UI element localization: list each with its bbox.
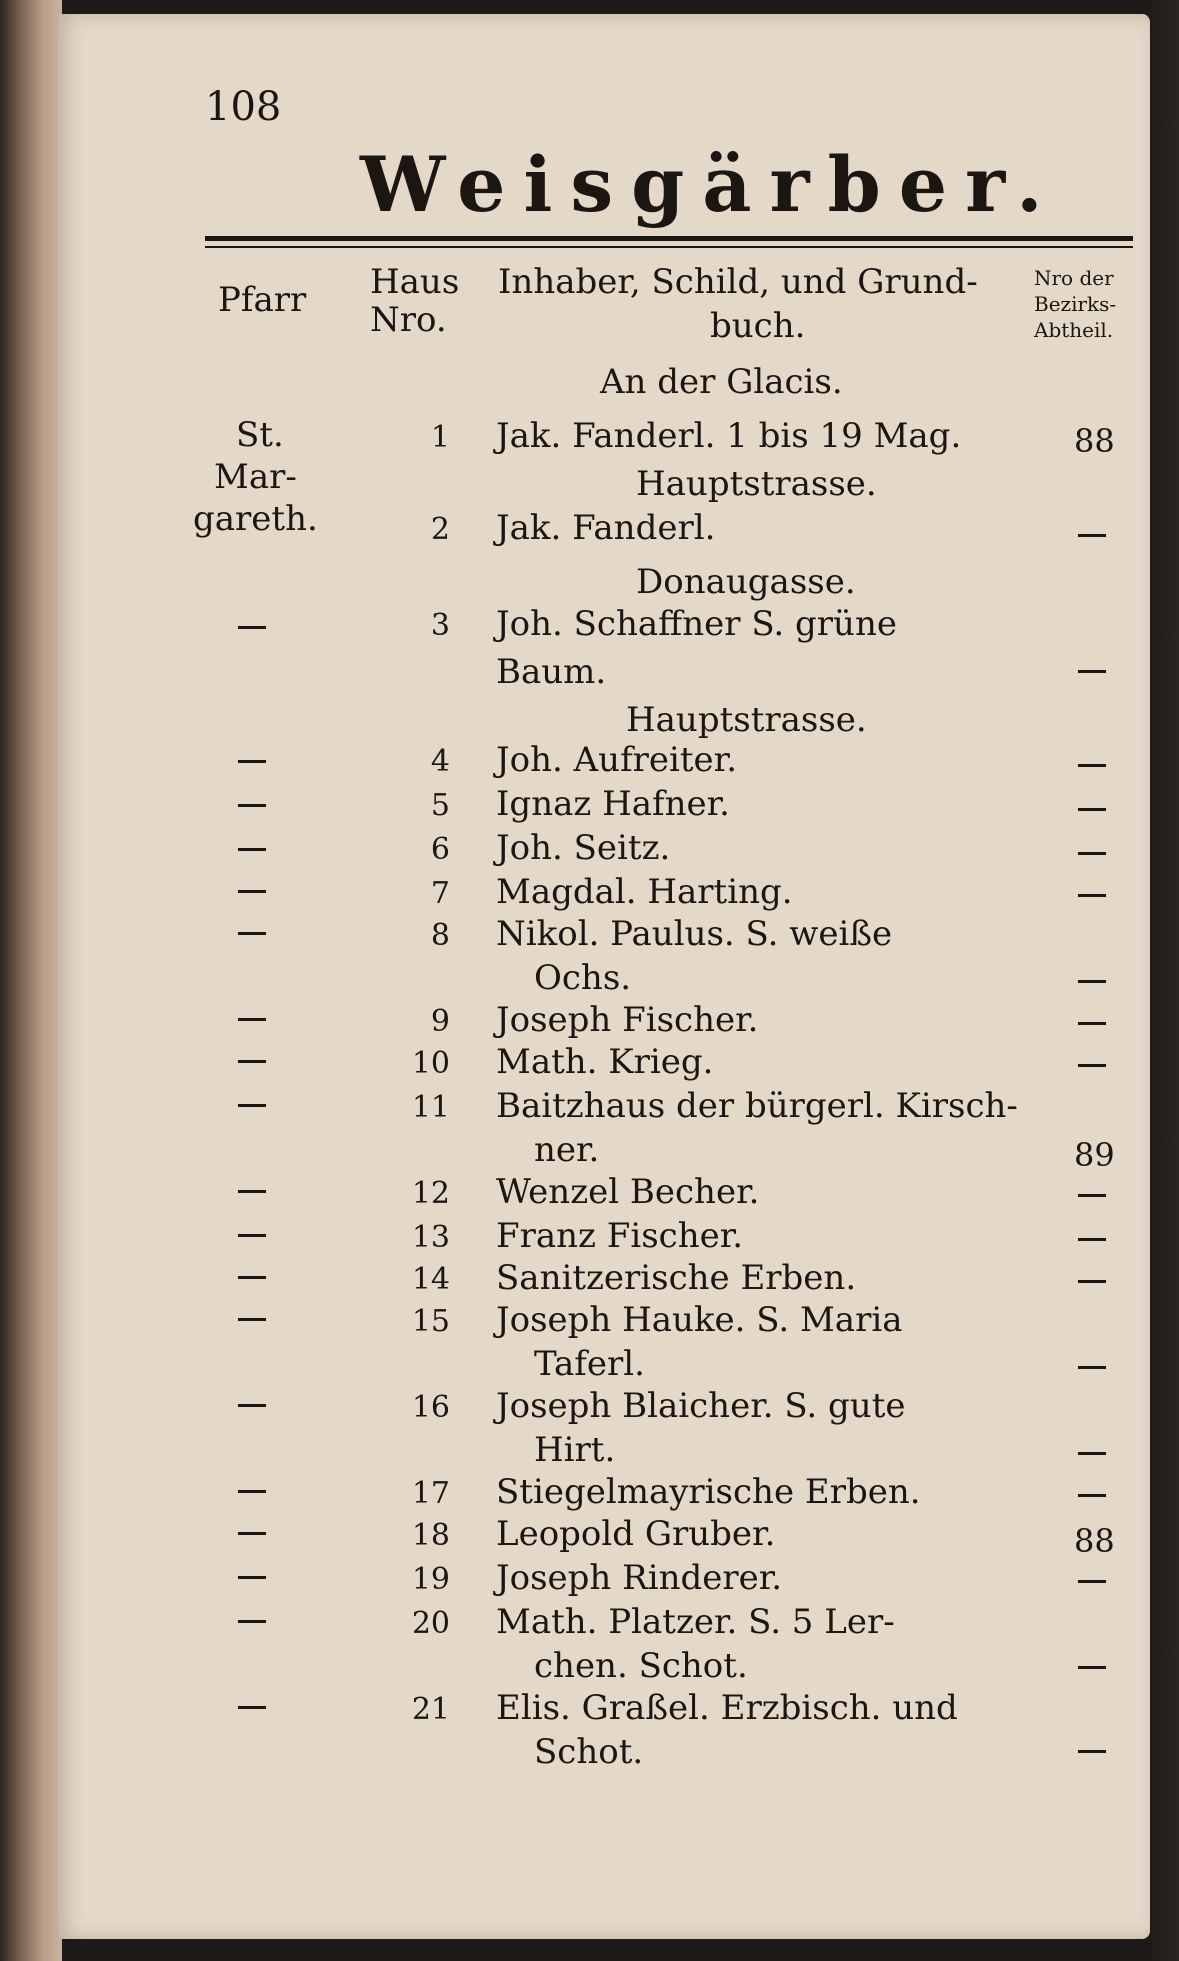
header-bezirk-3: Abtheil. [1034, 318, 1114, 342]
ditto-mark [1078, 1580, 1106, 1583]
ditto-mark [1078, 1750, 1106, 1753]
entry-continuation: Taferl. [534, 1344, 645, 1384]
entry-continuation: chen. Schot. [534, 1646, 748, 1686]
header-bezirk-1: Nro der [1034, 266, 1114, 290]
entry-owner: Baitzhaus der bürgerl. Kirsch- [496, 1086, 1018, 1126]
entry-continuation: Ochs. [534, 958, 632, 998]
header-haus: Haus [370, 262, 460, 302]
ditto-mark [1078, 1238, 1106, 1241]
ditto-mark [238, 1276, 266, 1279]
ditto-mark [1078, 1022, 1106, 1025]
entry-owner: Sanitzerische Erben. [496, 1258, 857, 1298]
entry-continuation: Baum. [496, 652, 607, 692]
entry-owner: Joh. Seitz. [496, 828, 671, 868]
house-number: 7 [430, 876, 450, 911]
ditto-mark [238, 1104, 266, 1107]
header-bezirk-2: Bezirks- [1034, 292, 1117, 316]
entry-owner: Joseph Rinderer. [496, 1558, 783, 1598]
book-spine [0, 0, 62, 1961]
house-number: 11 [411, 1090, 450, 1125]
ditto-mark [238, 1620, 266, 1623]
entry-continuation: Schot. [534, 1732, 644, 1772]
street-heading: Hauptstrasse. [626, 700, 867, 740]
bezirk-number: 88 [1074, 1522, 1115, 1560]
ditto-mark [1078, 894, 1106, 897]
house-number: 3 [430, 608, 450, 643]
entry-owner: Franz Fischer. [496, 1216, 744, 1256]
ditto-mark [238, 1190, 266, 1193]
header-buch: buch. [710, 306, 806, 346]
house-number: 2 [430, 512, 450, 547]
title-rule [205, 236, 1133, 241]
ditto-mark [238, 1318, 266, 1321]
street-heading: Donaugasse. [636, 562, 856, 602]
ditto-mark [1078, 1666, 1106, 1669]
entry-continuation: ner. [534, 1130, 600, 1170]
entry-owner: Wenzel Becher. [496, 1172, 760, 1212]
house-number: 14 [411, 1262, 450, 1297]
entry-owner: Elis. Graßel. Erzbisch. und [496, 1688, 958, 1728]
ditto-mark [238, 760, 266, 763]
entry-owner: Jak. Fanderl. [496, 508, 716, 548]
entry-owner: Jak. Fanderl. 1 bis 19 Mag. [496, 416, 962, 456]
entry-owner: Math. Platzer. S. 5 Ler- [496, 1602, 895, 1642]
entry-owner: Joh. Schaffner S. grüne [496, 604, 897, 644]
bezirk-number: 88 [1074, 422, 1115, 460]
entry-owner: Ignaz Hafner. [496, 784, 730, 824]
house-number: 21 [411, 1692, 450, 1727]
ditto-mark [238, 1234, 266, 1237]
header-pfarr: Pfarr [218, 280, 307, 320]
ditto-mark [238, 1404, 266, 1407]
pfarr-name-3: gareth. [193, 499, 318, 539]
ditto-mark [238, 932, 266, 935]
pfarr-name-1: St. [236, 415, 284, 455]
pfarr-name-2: Mar- [214, 457, 297, 497]
entry-owner: Leopold Gruber. [496, 1514, 776, 1554]
house-number: 13 [411, 1220, 450, 1255]
house-number: 8 [430, 918, 450, 953]
ditto-mark [238, 1576, 266, 1579]
ditto-mark [238, 848, 266, 851]
ditto-mark [1078, 1194, 1106, 1197]
entry-owner: Stiegelmayrische Erben. [496, 1472, 921, 1512]
header-inhaber: Inhaber, Schild, und Grund- [498, 262, 978, 302]
house-number: 17 [411, 1476, 450, 1511]
ditto-mark [1078, 852, 1106, 855]
ditto-mark [238, 1490, 266, 1493]
ditto-mark [1078, 808, 1106, 811]
bezirk-number: 89 [1074, 1136, 1115, 1174]
street-heading: An der Glacis. [600, 362, 843, 402]
entry-continuation: Hirt. [534, 1430, 616, 1470]
house-number: 4 [430, 744, 450, 779]
ditto-mark [1078, 764, 1106, 767]
ditto-mark [1078, 1366, 1106, 1369]
entry-owner: Joseph Fischer. [496, 1000, 759, 1040]
house-number: 5 [430, 788, 450, 823]
ditto-mark [238, 890, 266, 893]
header-nro: Nro. [370, 300, 447, 340]
page-title: Weisgärber. [360, 140, 1061, 229]
ditto-mark [1078, 670, 1106, 673]
ditto-mark [1078, 1280, 1106, 1283]
entry-owner: Joseph Blaicher. S. gute [496, 1386, 906, 1426]
ditto-mark [238, 1706, 266, 1709]
ditto-mark [1078, 1452, 1106, 1455]
house-number: 16 [411, 1390, 450, 1425]
ditto-mark [1078, 1064, 1106, 1067]
house-number: 10 [411, 1046, 450, 1081]
title-rule-thin [205, 246, 1133, 248]
street-heading: Hauptstrasse. [636, 464, 877, 504]
entry-owner: Magdal. Harting. [496, 872, 793, 912]
page-number: 108 [205, 84, 282, 130]
ditto-mark [238, 1018, 266, 1021]
ditto-mark [1078, 1494, 1106, 1497]
ditto-mark [1078, 534, 1106, 537]
page-edge-shadow [1149, 0, 1179, 1961]
house-number: 1 [430, 420, 450, 455]
house-number: 20 [411, 1606, 450, 1641]
ditto-mark [238, 626, 266, 629]
ditto-mark [238, 1060, 266, 1063]
house-number: 9 [430, 1004, 450, 1039]
house-number: 18 [411, 1518, 450, 1553]
ditto-mark [238, 1532, 266, 1535]
entry-owner: Nikol. Paulus. S. weiße [496, 914, 893, 954]
ditto-mark [1078, 980, 1106, 983]
house-number: 19 [411, 1562, 450, 1597]
entry-owner: Joh. Aufreiter. [496, 740, 738, 780]
ditto-mark [238, 804, 266, 807]
house-number: 15 [411, 1304, 450, 1339]
house-number: 6 [430, 832, 450, 867]
house-number: 12 [411, 1176, 450, 1211]
entry-owner: Math. Krieg. [496, 1042, 714, 1082]
entry-owner: Joseph Hauke. S. Maria [496, 1300, 903, 1340]
